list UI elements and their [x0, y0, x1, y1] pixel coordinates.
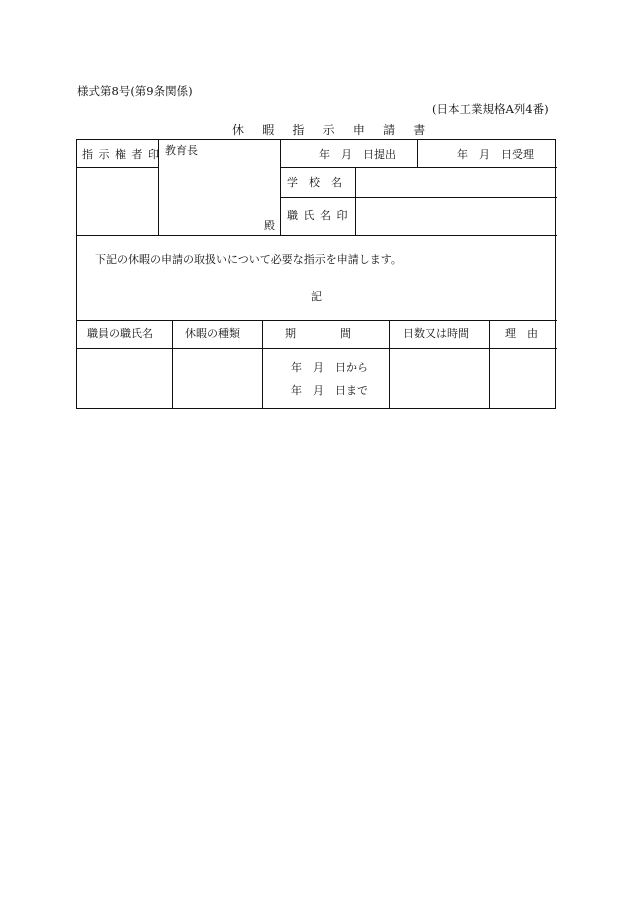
document-title: 休 暇 指 示 申 請 書: [232, 123, 433, 137]
request-statement: 下記の休暇の申請の取扱いについて必要な指示を申請します。: [95, 253, 402, 266]
header-leave-type: 休暇の種類: [185, 327, 240, 340]
honorific: 殿: [264, 219, 275, 232]
rule: [417, 140, 418, 167]
rule: [77, 235, 557, 236]
ki-mark: 記: [311, 290, 322, 303]
rule: [280, 140, 281, 235]
paper-size-note: (日本工業規格A列4番): [432, 102, 549, 116]
name-seal-label: 職 氏 名 印: [287, 209, 349, 222]
addressee: 教育長: [165, 144, 198, 157]
rule: [172, 320, 173, 409]
rule: [77, 320, 557, 321]
receipt-date: 年 月 日受理: [457, 148, 534, 161]
rule: [77, 167, 158, 168]
rule: [355, 167, 356, 235]
authority-seal-label: 指 示 権 者 印: [82, 148, 160, 161]
rule: [389, 320, 390, 409]
header-period: 期 間: [285, 327, 351, 340]
rule: [280, 167, 557, 168]
application-form-table: [76, 139, 556, 409]
rule: [77, 348, 557, 349]
rule: [262, 320, 263, 409]
rule: [489, 320, 490, 409]
submission-date: 年 月 日提出: [319, 148, 396, 161]
header-days-hours: 日数又は時間: [403, 327, 469, 340]
school-name-label: 学 校 名: [287, 176, 342, 189]
rule: [280, 197, 557, 198]
period-to: 年 月 日まで: [291, 384, 368, 397]
period-from: 年 月 日から: [291, 361, 368, 374]
header-employee-name: 職員の職氏名: [87, 327, 153, 340]
header-reason: 理 由: [505, 327, 538, 340]
form-number: 様式第8号(第9条関係): [77, 84, 193, 98]
